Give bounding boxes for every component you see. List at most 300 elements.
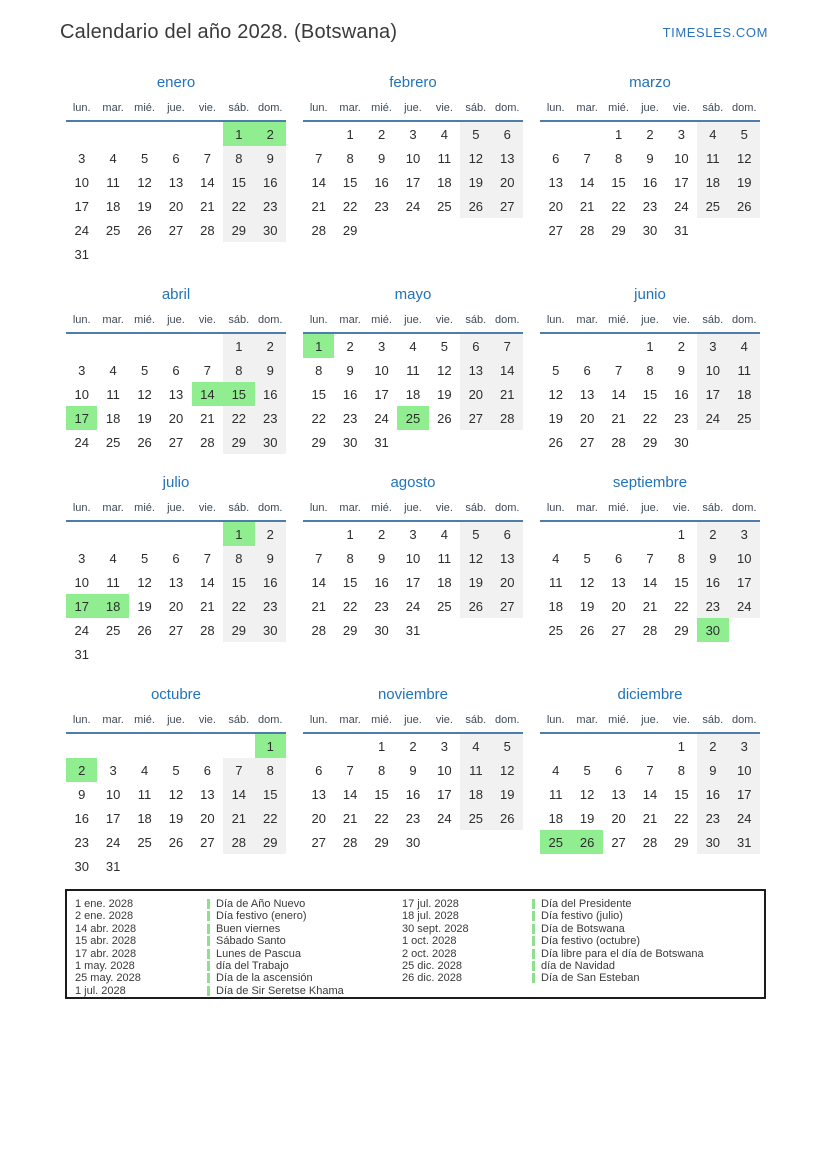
- month-table: [303, 710, 523, 854]
- empty-cell: [540, 733, 571, 758]
- weekday-header: lun.: [66, 710, 97, 733]
- month-table: [303, 98, 523, 242]
- day-cell: 15: [611, 174, 626, 190]
- weekday-header-row: [66, 310, 286, 333]
- day-cell: 11: [406, 362, 420, 378]
- day-cell: 8: [377, 762, 386, 778]
- empty-cell: [492, 218, 523, 242]
- empty-cell: [255, 642, 286, 666]
- day-cell: 15: [674, 574, 689, 590]
- year-calendar-grid: [66, 72, 760, 878]
- day-cell: 9: [255, 146, 286, 170]
- day-cell: 19: [137, 598, 152, 614]
- week-row: [540, 170, 760, 194]
- week-row: [66, 830, 286, 854]
- week-row: [540, 570, 760, 594]
- day-cell: 12: [492, 758, 523, 782]
- month-table: [66, 498, 286, 666]
- week-row: [66, 242, 286, 266]
- day-cell: 2: [255, 121, 286, 146]
- day-cell: 27: [168, 434, 184, 450]
- day-cell: 12: [460, 146, 491, 170]
- holidays-legend: [65, 889, 766, 999]
- day-cell: 30: [697, 618, 728, 642]
- day-cell: 12: [548, 386, 563, 402]
- day-cell: 14: [642, 786, 658, 802]
- day-cell: 22: [611, 198, 626, 214]
- empty-cell: [540, 521, 571, 546]
- legend-date: 18 jul. 2028: [402, 910, 459, 923]
- weekday-header: mié.: [366, 98, 397, 121]
- day-cell: 11: [106, 386, 120, 402]
- week-row: [303, 333, 523, 358]
- holiday-marker-bar: [532, 899, 535, 909]
- empty-cell: [460, 830, 491, 854]
- day-cell: 11: [106, 574, 120, 590]
- day-cell: 27: [460, 406, 491, 430]
- empty-cell: [97, 642, 128, 666]
- legend-date: 25 may. 2028: [75, 972, 141, 985]
- week-row: [540, 358, 760, 382]
- weekday-header: sáb.: [697, 498, 728, 521]
- day-cell: 29: [611, 222, 626, 238]
- day-cell: 2: [255, 333, 286, 358]
- month-table: [540, 710, 760, 854]
- day-cell: 12: [460, 546, 491, 570]
- empty-cell: [160, 733, 191, 758]
- day-cell: 5: [583, 550, 591, 566]
- day-cell: 25: [437, 198, 452, 214]
- month-title: junio: [634, 286, 666, 303]
- day-cell: 6: [552, 150, 560, 166]
- day-cell: 26: [137, 434, 152, 450]
- day-cell: 13: [311, 786, 326, 802]
- empty-cell: [97, 242, 128, 266]
- weekday-header: mié.: [603, 98, 634, 121]
- day-cell: 5: [492, 733, 523, 758]
- day-cell: 11: [548, 786, 563, 802]
- day-cell: 26: [137, 222, 152, 238]
- legend-row: [67, 985, 402, 997]
- day-cell: 20: [311, 810, 326, 826]
- day-cell: 19: [579, 810, 595, 826]
- day-cell: 16: [674, 386, 689, 402]
- week-row: [66, 546, 286, 570]
- day-cell: 21: [200, 410, 215, 426]
- legend-row: [67, 898, 402, 910]
- weekday-header: dom.: [255, 98, 286, 121]
- legend-date: 1 jul. 2028: [75, 984, 126, 997]
- day-cell: 18: [548, 598, 563, 614]
- day-cell: 27: [611, 834, 626, 850]
- day-cell: 5: [729, 121, 760, 146]
- day-cell: 1: [255, 733, 286, 758]
- legend-holiday-name: Día de Año Nuevo: [216, 898, 306, 910]
- weekday-header: mar.: [571, 710, 602, 733]
- day-cell: 25: [697, 194, 728, 218]
- day-cell: 4: [697, 121, 728, 146]
- month-title: agosto: [390, 474, 436, 491]
- day-cell: 16: [255, 570, 286, 594]
- day-cell: 11: [548, 574, 563, 590]
- day-cell: 3: [78, 150, 86, 166]
- day-cell: 1: [346, 126, 354, 142]
- day-cell: 30: [405, 834, 421, 850]
- day-cell: 7: [583, 150, 591, 166]
- week-row: [66, 406, 286, 430]
- weekday-header-row: [540, 498, 760, 521]
- day-cell: 21: [200, 598, 215, 614]
- day-cell: 6: [492, 521, 523, 546]
- weekday-header: mar.: [97, 498, 128, 521]
- legend-holiday-name: Día de la ascensión: [216, 972, 313, 985]
- day-cell: 6: [203, 762, 212, 778]
- week-row: [66, 382, 286, 406]
- empty-cell: [460, 618, 491, 642]
- day-cell: 25: [105, 622, 121, 638]
- month-title: marzo: [629, 74, 671, 91]
- day-cell: 29: [674, 834, 689, 850]
- day-cell: 16: [74, 810, 89, 826]
- day-cell: 4: [729, 333, 760, 358]
- day-cell: 25: [397, 406, 428, 430]
- month-table: [540, 498, 760, 642]
- day-cell: 22: [674, 598, 689, 614]
- weekday-header: vie.: [429, 310, 460, 333]
- week-row: [66, 430, 286, 454]
- empty-cell: [366, 218, 397, 242]
- weekday-header: mié.: [603, 310, 634, 333]
- day-cell: 14: [642, 574, 658, 590]
- weekday-header: jue.: [634, 710, 665, 733]
- day-cell: 19: [548, 410, 563, 426]
- holiday-marker-bar: [207, 936, 210, 946]
- weekday-header: lun.: [540, 310, 571, 333]
- day-cell: 9: [697, 546, 728, 570]
- legend-row: [402, 910, 764, 922]
- weekday-header: jue.: [397, 310, 428, 333]
- day-cell: 7: [492, 333, 523, 358]
- day-cell: 5: [460, 521, 491, 546]
- month-octubre: [66, 684, 286, 878]
- day-cell: 7: [346, 762, 354, 778]
- legend-row: [67, 960, 402, 972]
- weekday-header: jue.: [160, 498, 191, 521]
- day-cell: 11: [729, 358, 760, 382]
- empty-cell: [603, 733, 634, 758]
- empty-cell: [97, 333, 128, 358]
- weekday-header: sáb.: [223, 710, 254, 733]
- day-cell: 7: [614, 362, 623, 378]
- empty-cell: [129, 642, 160, 666]
- day-cell: 10: [374, 362, 389, 378]
- day-cell: 11: [437, 550, 452, 566]
- day-cell: 18: [437, 174, 452, 190]
- day-cell: 19: [168, 810, 184, 826]
- day-cell: 1: [677, 526, 686, 542]
- day-cell: 13: [611, 786, 626, 802]
- day-cell: 14: [579, 174, 595, 190]
- legend-date: 1 may. 2028: [75, 960, 135, 973]
- month-abril: [66, 284, 286, 454]
- day-cell: 18: [105, 198, 121, 214]
- day-cell: 8: [677, 762, 686, 778]
- week-row: [303, 170, 523, 194]
- day-cell: 2: [697, 733, 728, 758]
- day-cell: 21: [200, 198, 215, 214]
- day-cell: 31: [674, 222, 689, 238]
- week-row: [66, 121, 286, 146]
- day-cell: 10: [105, 786, 121, 802]
- week-row: [66, 218, 286, 242]
- day-cell: 7: [203, 150, 212, 166]
- day-cell: 25: [540, 830, 571, 854]
- day-cell: 16: [405, 786, 421, 802]
- week-row: [66, 594, 286, 618]
- legend-date: 26 dic. 2028: [402, 972, 462, 985]
- weekday-header: mar.: [97, 310, 128, 333]
- day-cell: 6: [172, 150, 180, 166]
- day-cell: 27: [579, 434, 595, 450]
- day-cell: 28: [311, 622, 326, 638]
- day-cell: 1: [677, 738, 686, 754]
- day-cell: 27: [492, 594, 523, 618]
- weekday-header: mar.: [571, 310, 602, 333]
- day-cell: 16: [255, 170, 286, 194]
- week-row: [540, 521, 760, 546]
- weekday-header: lun.: [303, 498, 334, 521]
- day-cell: 17: [437, 786, 452, 802]
- empty-cell: [192, 121, 223, 146]
- week-row: [66, 782, 286, 806]
- day-cell: 7: [203, 550, 212, 566]
- day-cell: 2: [255, 521, 286, 546]
- day-cell: 11: [460, 758, 491, 782]
- day-cell: 3: [409, 126, 417, 142]
- day-cell: 28: [311, 222, 326, 238]
- day-cell: 6: [492, 121, 523, 146]
- day-cell: 28: [200, 434, 215, 450]
- day-cell: 18: [548, 810, 563, 826]
- day-cell: 26: [579, 622, 595, 638]
- weekday-header: mar.: [334, 498, 365, 521]
- day-cell: 18: [137, 810, 152, 826]
- day-cell: 4: [460, 733, 491, 758]
- empty-cell: [571, 121, 602, 146]
- day-cell: 28: [611, 434, 626, 450]
- day-cell: 2: [377, 126, 386, 142]
- day-cell: 29: [642, 434, 658, 450]
- day-cell: 30: [255, 618, 286, 642]
- weekday-header: sáb.: [697, 710, 728, 733]
- week-row: [540, 546, 760, 570]
- day-cell: 5: [172, 762, 180, 778]
- week-row: [66, 146, 286, 170]
- day-cell: 5: [140, 362, 149, 378]
- weekday-header: jue.: [397, 710, 428, 733]
- day-cell: 10: [674, 150, 689, 166]
- empty-cell: [223, 854, 254, 878]
- empty-cell: [571, 333, 602, 358]
- day-cell: 19: [579, 598, 595, 614]
- day-cell: 26: [492, 806, 523, 830]
- week-row: [303, 121, 523, 146]
- weekday-header: dom.: [492, 98, 523, 121]
- empty-cell: [160, 121, 191, 146]
- day-cell: 19: [437, 386, 452, 402]
- weekday-header: vie.: [192, 310, 223, 333]
- day-cell: 16: [374, 174, 389, 190]
- legend-row: [402, 935, 764, 947]
- weekday-header: mar.: [334, 310, 365, 333]
- day-cell: 14: [200, 574, 215, 590]
- week-row: [303, 594, 523, 618]
- day-cell: 14: [223, 782, 254, 806]
- day-cell: 20: [611, 810, 626, 826]
- empty-cell: [160, 242, 191, 266]
- holiday-marker-bar: [532, 924, 535, 934]
- day-cell: 25: [137, 834, 152, 850]
- day-cell: 27: [168, 622, 184, 638]
- site-link[interactable]: TIMESLES.COM: [662, 25, 768, 40]
- legend-date: 17 abr. 2028: [75, 947, 137, 960]
- legend-holiday-name: Día del Presidente: [541, 898, 632, 910]
- legend-column-left: [67, 898, 402, 997]
- day-cell: 7: [203, 362, 212, 378]
- day-cell: 13: [492, 546, 523, 570]
- day-cell: 10: [74, 574, 89, 590]
- empty-cell: [129, 521, 160, 546]
- legend-holiday-name: día del Trabajo: [216, 960, 289, 973]
- day-cell: 4: [109, 150, 117, 166]
- legend-holiday-name: Día de Sir Seretse Khama: [216, 984, 344, 997]
- day-cell: 24: [105, 834, 121, 850]
- day-cell: 6: [172, 362, 180, 378]
- weekday-header: lun.: [66, 498, 97, 521]
- day-cell: 25: [729, 406, 760, 430]
- empty-cell: [160, 854, 191, 878]
- day-cell: 9: [255, 358, 286, 382]
- empty-cell: [97, 121, 128, 146]
- empty-cell: [255, 242, 286, 266]
- week-row: [303, 406, 523, 430]
- day-cell: 7: [223, 758, 254, 782]
- day-cell: 2: [677, 338, 686, 354]
- empty-cell: [334, 733, 365, 758]
- day-cell: 25: [460, 806, 491, 830]
- day-cell: 8: [646, 362, 654, 378]
- month-title: mayo: [394, 286, 432, 303]
- day-cell: 4: [440, 526, 449, 542]
- day-cell: 21: [342, 810, 358, 826]
- weekday-header: vie.: [429, 498, 460, 521]
- day-cell: 8: [315, 362, 323, 378]
- day-cell: 17: [729, 570, 760, 594]
- week-row: [303, 758, 523, 782]
- day-cell: 10: [437, 762, 452, 778]
- day-cell: 18: [729, 382, 760, 406]
- day-cell: 3: [729, 521, 760, 546]
- day-cell: 12: [579, 574, 595, 590]
- weekday-header: sáb.: [460, 310, 491, 333]
- weekday-header: mar.: [334, 710, 365, 733]
- month-title: abril: [161, 286, 191, 303]
- week-row: [540, 121, 760, 146]
- month-table: [540, 310, 760, 454]
- day-cell: 31: [729, 830, 760, 854]
- weekday-header-row: [540, 710, 760, 733]
- day-cell: 18: [697, 170, 728, 194]
- day-cell: 21: [611, 410, 626, 426]
- empty-cell: [571, 521, 602, 546]
- day-cell: 29: [223, 618, 254, 642]
- legend-row: [67, 972, 402, 984]
- weekday-header: vie.: [192, 710, 223, 733]
- day-cell: 8: [223, 146, 254, 170]
- day-cell: 17: [105, 810, 121, 826]
- day-cell: 5: [440, 338, 449, 354]
- day-cell: 13: [579, 386, 595, 402]
- legend-row: [67, 948, 402, 960]
- empty-cell: [66, 121, 97, 146]
- day-cell: 8: [677, 550, 686, 566]
- day-cell: 2: [646, 126, 654, 142]
- day-cell: 2: [697, 521, 728, 546]
- weekday-header: mié.: [603, 498, 634, 521]
- weekday-header: sáb.: [460, 710, 491, 733]
- day-cell: 1: [223, 121, 254, 146]
- empty-cell: [397, 430, 428, 454]
- day-cell: 31: [405, 622, 421, 638]
- day-cell: 15: [223, 382, 254, 406]
- empty-cell: [129, 854, 160, 878]
- day-cell: 28: [642, 834, 658, 850]
- month-title: noviembre: [377, 686, 449, 703]
- week-row: [66, 733, 286, 758]
- day-cell: 7: [646, 550, 654, 566]
- empty-cell: [223, 642, 254, 666]
- day-cell: 23: [697, 594, 728, 618]
- day-cell: 26: [460, 594, 491, 618]
- day-cell: 20: [200, 810, 215, 826]
- legend-date: 17 jul. 2028: [402, 898, 459, 910]
- day-cell: 26: [437, 410, 452, 426]
- empty-cell: [492, 830, 523, 854]
- day-cell: 1: [346, 526, 354, 542]
- day-cell: 2: [409, 738, 417, 754]
- day-cell: 17: [66, 594, 97, 618]
- day-cell: 2: [66, 758, 97, 782]
- empty-cell: [223, 242, 254, 266]
- weekday-header-row: [540, 310, 760, 333]
- day-cell: 16: [342, 386, 358, 402]
- weekday-header: mié.: [129, 710, 160, 733]
- empty-cell: [223, 733, 254, 758]
- empty-cell: [460, 430, 491, 454]
- day-cell: 12: [137, 574, 152, 590]
- day-cell: 8: [614, 150, 623, 166]
- week-row: [540, 218, 760, 242]
- day-cell: 2: [377, 526, 386, 542]
- day-cell: 10: [405, 150, 421, 166]
- day-cell: 17: [74, 198, 89, 214]
- day-cell: 12: [168, 786, 184, 802]
- month-title: septiembre: [612, 474, 688, 491]
- day-cell: 3: [697, 333, 728, 358]
- day-cell: 11: [137, 786, 152, 802]
- day-cell: 31: [105, 858, 121, 874]
- day-cell: 17: [374, 386, 389, 402]
